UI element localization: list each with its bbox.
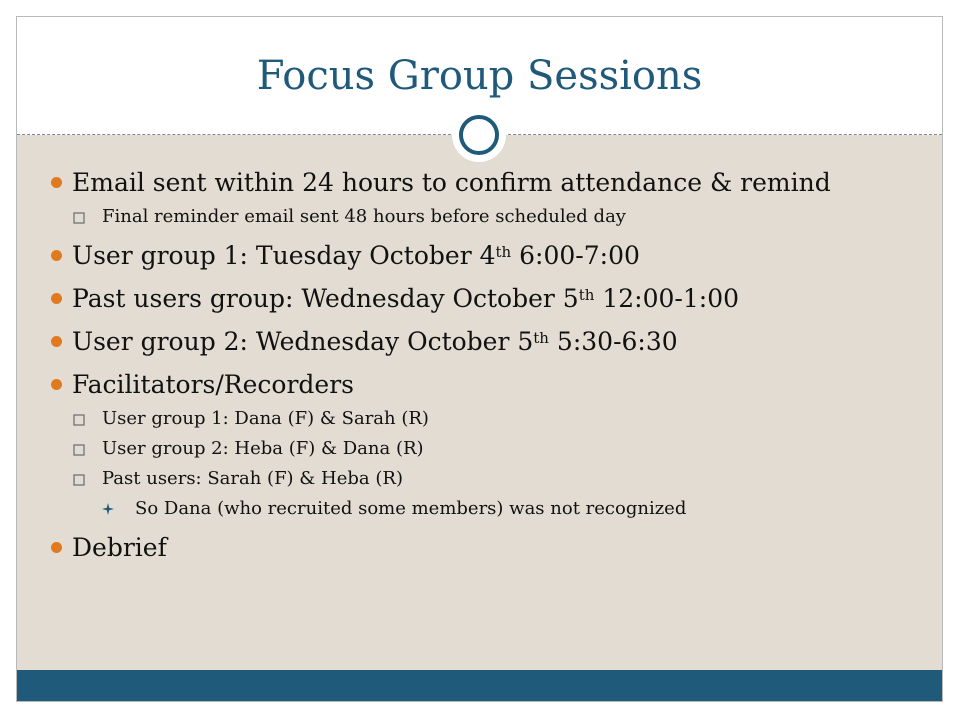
- sub-sub-bullet-item: [102, 498, 921, 520]
- bullet-item: [51, 167, 921, 228]
- sub-bullet-item: [72, 438, 921, 460]
- four-point-star-icon: [102, 503, 114, 515]
- sub-sub-bullet-text: So Dana (who recruited some members) was not recognized: [135, 498, 687, 519]
- ordinal-suffix: th: [495, 243, 512, 261]
- slide-title: Focus Group Sessions: [256, 53, 703, 99]
- sub-bullet-item: [72, 408, 921, 430]
- bullet-text: User group 1: Tuesday October 4: [72, 241, 496, 270]
- sub-bullet-item: [72, 468, 921, 520]
- ordinal-suffix: th: [578, 286, 595, 304]
- sub-bullet-text: Final reminder email sent 48 hours before scheduled day: [102, 206, 626, 227]
- filled-circle-icon: [51, 542, 62, 553]
- bullet-item: [51, 240, 921, 271]
- filled-circle-icon: [51, 250, 62, 261]
- square-bullet-icon: [73, 444, 85, 456]
- sub-bullet-text: User group 1: Dana (F) & Sarah (R): [102, 408, 429, 429]
- sub-sub-list: [102, 498, 921, 520]
- bullet-item: [51, 326, 921, 357]
- bullet-item: [51, 369, 921, 520]
- filled-circle-icon: [51, 177, 62, 188]
- bullet-text-time: 12:00-1:00: [594, 284, 740, 313]
- bullet-text: User group 2: Wednesday October 5: [72, 327, 534, 356]
- sub-bullet-text: User group 2: Heba (F) & Dana (R): [102, 438, 424, 459]
- bullet-text: Facilitators/Recorders: [72, 370, 354, 399]
- filled-circle-icon: [51, 293, 62, 304]
- sub-bullet-text: Past users: Sarah (F) & Heba (R): [102, 468, 403, 489]
- slide: [16, 16, 943, 702]
- footer-bar: [17, 670, 942, 701]
- filled-circle-icon: [51, 336, 62, 347]
- ordinal-suffix: th: [533, 329, 549, 347]
- sub-bullet-item: [72, 206, 921, 228]
- square-bullet-icon: [73, 212, 85, 224]
- bullet-item: [51, 532, 921, 563]
- bullet-text-time: 5:30-6:30: [548, 327, 678, 356]
- bullet-item: [51, 283, 921, 314]
- bullet-text: Past users group: Wednesday October 5: [72, 284, 579, 313]
- square-bullet-icon: [73, 414, 85, 426]
- bullet-text: Email sent within 24 hours to confirm attendance & remind: [72, 168, 831, 197]
- square-bullet-icon: [73, 474, 85, 486]
- bullet-text: Debrief: [72, 533, 167, 562]
- bullet-list: [51, 167, 921, 575]
- bullet-text-time: 6:00-7:00: [511, 241, 640, 270]
- filled-circle-icon: [51, 379, 62, 390]
- sub-list: [72, 206, 921, 228]
- circle-ornament-icon: [452, 108, 506, 162]
- sub-list: [72, 408, 921, 520]
